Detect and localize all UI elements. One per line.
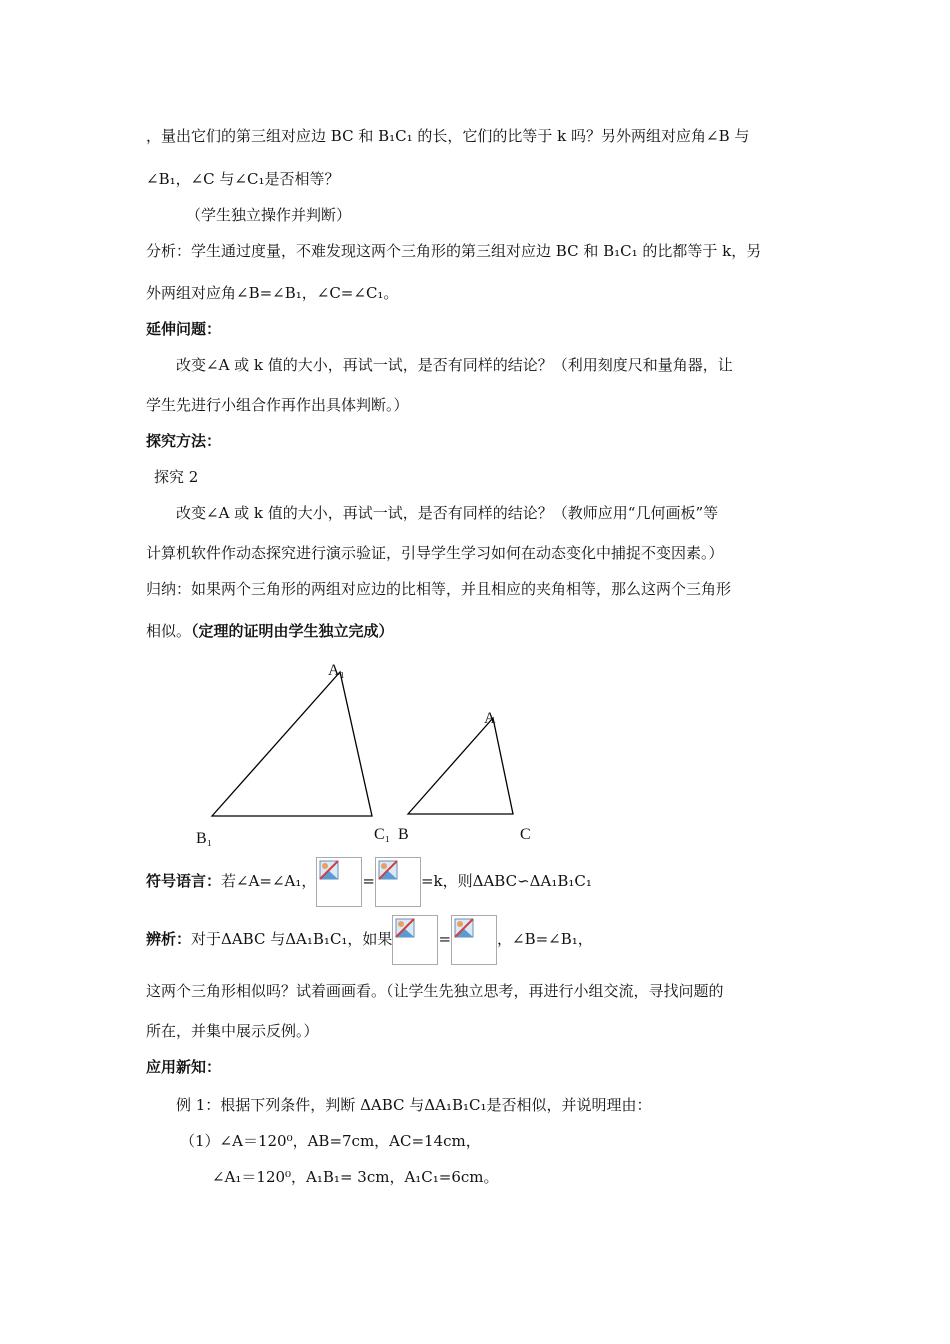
triangle-figure	[190, 660, 550, 860]
triangles-svg	[190, 660, 550, 860]
text-line: 例 1：根据下列条件，判断 ΔABC 与ΔA₁B₁C₁是否相似，并说明理由：	[176, 1096, 652, 1114]
fraction-image-placeholder	[392, 915, 438, 965]
text-line: ∠B₁，∠C 与∠C₁是否相等？	[146, 170, 340, 188]
text-span: 若∠A=∠A₁，	[221, 872, 317, 890]
text-line: 学生先进行小组合作再作出具体判断。）	[146, 396, 409, 414]
text-line: 改变∠A 或 k 值的大小，再试一试，是否有同样的结论？（利用刻度尺和量角器，让	[176, 356, 733, 374]
section-heading: 延伸问题：	[146, 320, 222, 338]
vertex-label: A	[484, 710, 496, 727]
text-line: 外两组对应角∠B=∠B₁，∠C=∠C₁。	[146, 284, 399, 302]
text-line: 改变∠A 或 k 值的大小，再试一试，是否有同样的结论？（教师应用“几何画板”等	[176, 504, 719, 522]
vertex-label: A₁	[328, 662, 346, 679]
vertex-label: B₁	[196, 830, 213, 847]
vertex-label: B	[398, 826, 409, 843]
section-label: 辨析：	[146, 930, 192, 948]
text-span: ，∠B=∠B₁，	[497, 930, 593, 948]
text-line	[146, 620, 394, 642]
text-span: =k，则ΔABC∽ΔA₁B₁C₁	[420, 872, 592, 890]
text-line: 所在，并集中展示反例。）	[146, 1022, 319, 1040]
fraction-image-placeholder	[316, 857, 362, 907]
text-span: =	[438, 930, 452, 948]
text-line: ∠A₁＝120⁰，A₁B₁= 3cm，A₁C₁=6cm。	[212, 1168, 499, 1186]
text-span: =	[362, 872, 375, 890]
small-triangle	[408, 718, 513, 814]
fraction-image-placeholder	[451, 915, 497, 965]
big-triangle	[212, 672, 372, 816]
text-span: 对于ΔABC 与ΔA₁B₁C₁，如果	[191, 930, 393, 948]
vertex-label: C₁	[374, 826, 391, 843]
bold-note: （定理的证明由学生独立完成）	[191, 622, 394, 640]
section-heading: 探究方法：	[146, 432, 222, 450]
text-line: 归纳：如果两个三角形的两组对应边的比相等，并且相应的夹角相等，那么这两个三角形	[146, 580, 732, 598]
fraction-image-placeholder	[375, 857, 421, 907]
text-line: 探究 2	[154, 468, 199, 486]
broken-image-icon	[319, 860, 339, 880]
text-line: 分析：学生通过度量，不难发现这两个三角形的第三组对应边 BC 和 B₁C₁ 的比都等于 k，另	[146, 242, 762, 260]
section-label: 符号语言：	[146, 872, 222, 890]
text-line: ，量出它们的第三组对应边 BC 和 B₁C₁ 的长，它们的比等于 k 吗？另外两组对应角∠B 与	[146, 127, 750, 145]
text-span: 相似。	[146, 622, 192, 640]
section-heading: 应用新知：	[146, 1058, 222, 1076]
text-line: 这两个三角形相似吗？试着画画看。（让学生先独立思考，再进行小组交流，寻找问题的	[146, 982, 724, 1000]
broken-image-icon	[454, 918, 474, 938]
symbol-language-line	[146, 856, 592, 907]
vertex-label: C	[520, 826, 531, 843]
text-line: （学生独立操作并判断）	[186, 206, 352, 224]
text-line: （1）∠A＝120⁰，AB=7cm，AC=14cm，	[180, 1132, 481, 1150]
analysis-line	[146, 914, 593, 965]
broken-image-icon	[395, 918, 415, 938]
text-line: 计算机软件作动态探究进行演示验证，引导学生学习如何在动态变化中捕捉不变因素。）	[146, 544, 724, 562]
broken-image-icon	[378, 860, 398, 880]
